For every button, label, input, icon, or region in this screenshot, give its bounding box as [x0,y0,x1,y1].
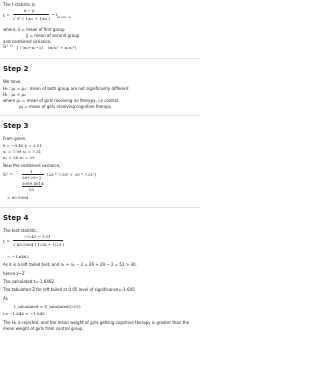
s4-t-equals: t = [3,240,11,245]
intro-text: The t statistic is, [3,2,37,7]
step-4-title: Step 4 [3,214,29,222]
s4-line-3: hence z~Z [3,271,25,276]
s4-line-10: mean weight of girls from control group. [3,326,84,331]
where-line-3: and combined variance, [3,39,52,44]
s3-s2-equals: S² = [3,173,14,178]
where-line-1: where, x̄ = mean of first group [3,27,65,32]
s3-body: (26 * 7.99² + 29 * 7.31²) [47,172,97,177]
s2-line-5: μ₂ = mean of girls receiving cognitive therapy [19,104,112,109]
s4-numerator: −0.45 − 3.01 [24,234,52,239]
divider [0,58,200,59]
s3-frac-bottom: 26+29−2 [22,175,42,180]
s3-line-3: s₁ = 7.99 s₂ = 7.31 [3,149,42,154]
s2-line-4: where μ₁ = mean of girls receiving no therapy, i.e control [3,98,119,103]
fraction-bar [13,240,63,241]
s4-line-8: i.e −1.646 < −1.645 [3,311,45,316]
s2-fraction: 1 / (n₁+n₂−2) [16,45,44,50]
s4-denominator: √ 60.5564 ( 1/26 + 1/29 ) [13,242,65,247]
s4-line-6: As [3,296,8,301]
t-formula-numerator: x̄ − ȳ [24,8,35,13]
where-line-2: ȳ = mean of second group [26,33,80,38]
fraction-bar [13,14,49,15]
s4-line-7: t_calculated < Z_tabulated(0.05) [14,304,81,309]
t-equals: t = [3,14,11,19]
t-formula-denominator: √ S² ( 1/n₁ + 1/n₂ ) [13,16,51,21]
step-3-title: Step 3 [3,122,29,130]
s4-line-9: The H₀ is rejected, and the mean weight of girls getting cognitive therapy is greater than the [3,320,190,325]
divider [0,115,200,116]
s3-result: = 60.5564 [7,195,29,200]
s4-line-5: The tabulated Z for left tailed at 0.05 level of significance=-1.645 [3,287,135,292]
s3-line-5: Now the combined variance, [3,163,61,168]
s3-mid-top: 3089.4814 [22,181,44,186]
s3-line-4: n₁ = 26 n₂ = 29 [3,155,35,160]
s2-line-2: H₀ : μ₁ = μ₂ : mean of both group are not significantly different [3,86,129,91]
s2-equals: S² = [3,45,14,50]
s4-line-4: The calculated t=-1.6462 [3,279,54,284]
t-distribution: ~ $t_{n_1+n_2-2}$ [51,12,71,19]
s3-mid-bottom: 53 [29,187,35,192]
s2-line-3: H₁ : μ₁ < μ₂ [3,92,26,97]
divider [0,207,200,208]
step-2-title: Step 2 [3,65,29,73]
s2-body: (n₁s₁² + n₂s₂²) [48,45,76,50]
s4-line-2: As it is a left tailed test, and n₁ + n₂ − 2 = 26 + 29 − 2 = 53 > 30. [3,262,137,267]
s3-line-2: x̄ = −0.45 ȳ = 3.01 [3,143,42,148]
s4-line-1: The test statistic, [3,228,38,233]
s3-line-1: From given, [3,136,27,141]
s2-line-1: We have, [3,79,22,84]
s3-frac-top: 1 [30,169,33,174]
s4-result: = −1.6462 [7,254,29,259]
